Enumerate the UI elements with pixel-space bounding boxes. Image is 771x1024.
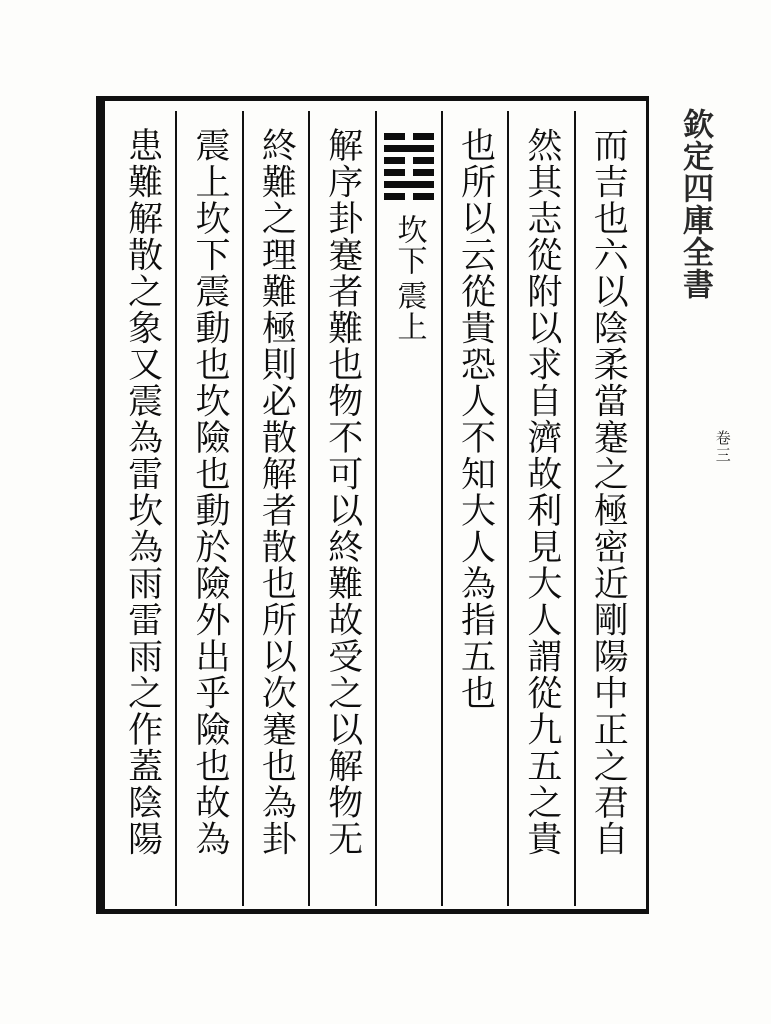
frame-tick [98, 161, 102, 187]
text-column-3 [441, 111, 507, 906]
text-column-1 [574, 111, 640, 906]
hexagram-line-yin [384, 193, 434, 200]
hexagram-column [375, 111, 441, 906]
text-column-7 [109, 111, 175, 906]
text-column-5 [242, 111, 308, 906]
hexagram-line-yang [384, 145, 434, 152]
text-column-6 [175, 111, 241, 906]
column-text: 解序卦蹇者難也物不可以終難故受之以解物无 [322, 127, 363, 857]
volume-label: 卷三 [713, 430, 732, 464]
column-text: 也所以云從貴恐人不知大人為指五也 [455, 127, 496, 711]
text-frame [96, 96, 649, 914]
frame-tick [98, 431, 102, 457]
hexagram-line-yin [384, 133, 434, 140]
hexagram-line-yang [384, 181, 434, 188]
hexagram-line-yin [384, 169, 434, 176]
text-column-2 [507, 111, 573, 906]
trigram-lower-label: 坎下 [391, 214, 427, 276]
column-text: 患難解散之象又震為雷坎為雨雷雨之作蓋陰陽 [122, 127, 163, 857]
column-text: 終難之理難極則必散解者散也所以次蹇也為卦 [256, 127, 297, 857]
trigram-upper-label: 震上 [391, 280, 427, 342]
text-columns [105, 101, 646, 909]
column-text: 震上坎下震動也坎險也動於險外出乎險也故為 [189, 127, 230, 857]
hexagram-line-yin [384, 157, 434, 164]
imperial-seal-text: 欽定四庫全書 [677, 108, 713, 300]
page-margin [652, 100, 752, 600]
column-text: 而吉也六以陰柔當蹇之極密近剛陽中正之君自 [588, 127, 629, 857]
text-column-4 [308, 111, 374, 906]
column-text: 然其志從附以求自濟故利見大人謂從九五之貴 [521, 127, 562, 857]
hexagram-figure [381, 133, 437, 200]
